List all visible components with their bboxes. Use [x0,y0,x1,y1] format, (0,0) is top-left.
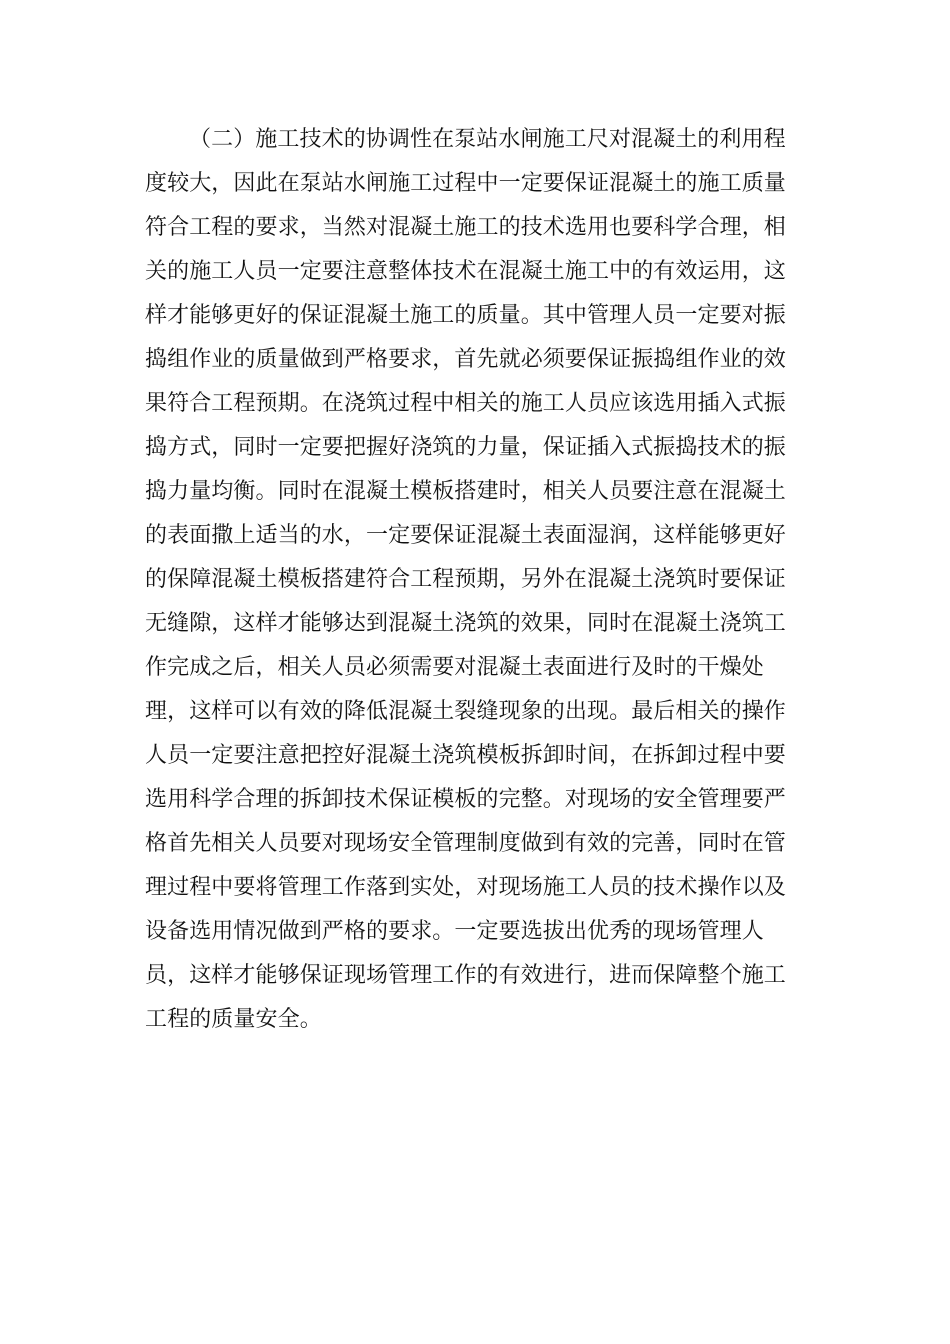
paragraph-line: 度较大，因此在泵站水闸施工过程中一定要保证混凝土的施工质量 [145,171,786,196]
paragraph-line: 理，这样可以有效的降低混凝土裂缝现象的出现。最后相关的操作 [145,699,786,724]
paragraph-line: 员，这样才能够保证现场管理工作的有效进行，进而保障整个施工 [145,963,786,988]
paragraph-line: 理过程中要将管理工作落到实处，对现场施工人员的技术操作以及 [145,875,786,900]
paragraph-line: 捣力量均衡。同时在混凝土模板搭建时，相关人员要注意在混凝土 [145,479,786,504]
paragraph-line: 关的施工人员一定要注意整体技术在混凝土施工中的有效运用，这 [145,259,786,284]
paragraph-line: 符合工程的要求，当然对混凝土施工的技术选用也要科学合理，相 [145,215,786,240]
paragraph-line: 的保障混凝土模板搭建符合工程预期，另外在混凝土浇筑时要保证 [145,567,786,592]
paragraph-line: 格首先相关人员要对现场安全管理制度做到有效的完善，同时在管 [145,831,786,856]
paragraph-line: 捣组作业的质量做到严格要求，首先就必须要保证振捣组作业的效 [145,347,786,372]
paragraph-line: 的表面撒上适当的水，一定要保证混凝土表面湿润，这样能够更好 [145,523,786,548]
paragraph-line: 果符合工程预期。在浇筑过程中相关的施工人员应该选用插入式振 [145,391,786,416]
paragraph-line: 无缝隙，这样才能够达到混凝土浇筑的效果，同时在混凝土浇筑工 [145,611,786,636]
paragraph-line: 人员一定要注意把控好混凝土浇筑模板拆卸时间，在拆卸过程中要 [145,743,786,768]
paragraph-line: 捣方式，同时一定要把握好浇筑的力量，保证插入式振捣技术的振 [145,435,786,460]
paragraph-line: 作完成之后，相关人员必须需要对混凝土表面进行及时的干燥处 [145,655,764,680]
body-paragraph [145,118,805,1042]
paragraph-line: 工程的质量安全。 [145,1007,322,1032]
paragraph-line: 样才能够更好的保证混凝土施工的质量。其中管理人员一定要对振 [145,303,786,328]
paragraph-line: （二）施工技术的协调性在泵站水闸施工尺对混凝土的利用程 [189,127,786,152]
paragraph-line: 选用科学合理的拆卸技术保证模板的完整。对现场的安全管理要严 [145,787,786,812]
paragraph-line: 设备选用情况做到严格的要求。一定要选拔出优秀的现场管理人 [145,919,764,944]
